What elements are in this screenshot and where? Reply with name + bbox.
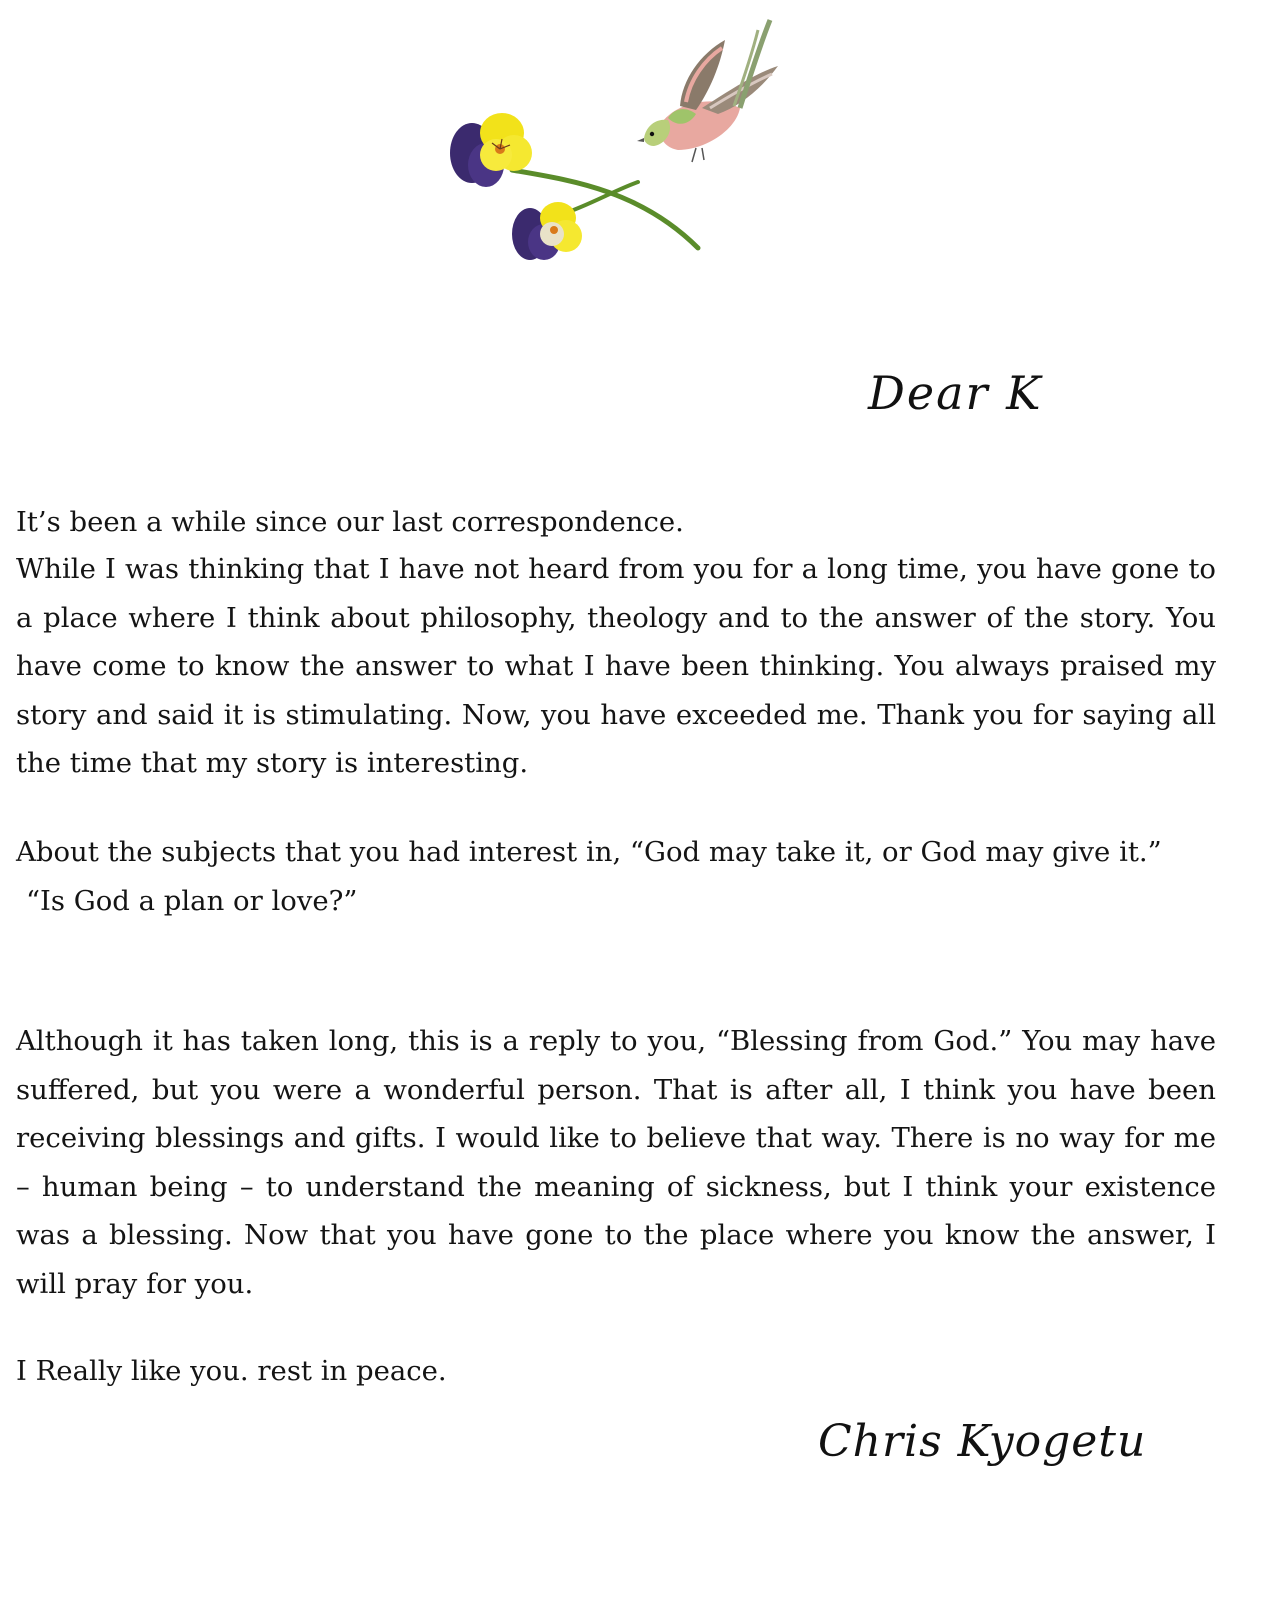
pansy-flower-icon — [450, 113, 532, 187]
bird-and-pansies-illustration — [440, 10, 820, 280]
opening-paragraph: It’s been a while since our last correspondence. — [16, 506, 684, 538]
finch-bird-icon — [637, 20, 778, 162]
pansy-flower-icon — [512, 202, 582, 260]
reply-paragraph: Although it has taken long, this is a reply to you, “Blessing from God.” You may have suffered, but you were a wonderful person. That is after all, I think you have been receiving blessings and gifts. I would like to believe that way. There is no way for me – human being – to understand the meaning of sickness, but I think your existence was a blessing. Now that you have gone to the place where you know the answer, I will pray for you. — [16, 1025, 1216, 1300]
closing-line: I Really like you. rest in peace. — [16, 1355, 447, 1387]
signature: Chris Kyogetu — [818, 1416, 1147, 1467]
subjects-line: About the subjects that you had interest in, “God may take it, or God may give it.” — [16, 836, 1162, 868]
body-paragraph: While I was thinking that I have not heard from you for a long time, you have gone to a place where I think about philosophy, theology and to the answer of the story. You have come to know the answer to what I have been thinking. You always praised my story and said it is stimulating. Now, you have exceeded me. Thank you for saying all the time that my story is interesting. — [16, 553, 1216, 779]
salutation: Dear K — [868, 366, 1043, 420]
question-line: “Is God a plan or love?” — [26, 884, 358, 917]
